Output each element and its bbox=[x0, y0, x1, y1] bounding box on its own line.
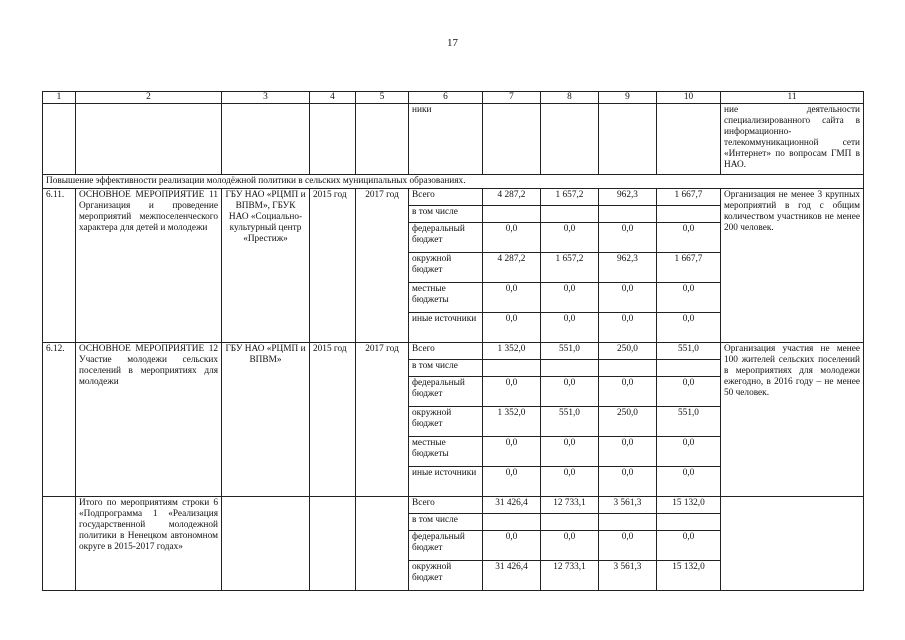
funding-value bbox=[541, 359, 599, 376]
table-row bbox=[43, 188, 864, 205]
funding-value: 0,0 bbox=[541, 436, 599, 466]
funding-value bbox=[657, 205, 721, 222]
funding-value bbox=[657, 359, 721, 376]
column-header: 6 bbox=[409, 92, 483, 104]
carry-text: ники bbox=[409, 104, 483, 175]
empty-cell bbox=[483, 104, 541, 175]
section-row bbox=[43, 175, 864, 189]
funding-value: 962,3 bbox=[599, 188, 657, 205]
empty-cell bbox=[43, 104, 76, 175]
item-result: Организация не менее 3 крупных мероприятий в год с общим количеством участников не менее 200 человек. bbox=[721, 188, 864, 342]
carry-row bbox=[43, 104, 864, 175]
funding-label: в том числе bbox=[409, 359, 483, 376]
empty-cell bbox=[356, 104, 409, 175]
empty-cell bbox=[657, 104, 721, 175]
item-end: 2017 год bbox=[356, 342, 409, 496]
funding-value: 0,0 bbox=[541, 282, 599, 312]
funding-value: 0,0 bbox=[541, 222, 599, 252]
funding-value: 12 733,1 bbox=[541, 560, 599, 590]
funding-label: Всего bbox=[409, 342, 483, 359]
item-number: 6.12. bbox=[43, 342, 76, 496]
empty-cell bbox=[356, 496, 409, 590]
funding-value bbox=[599, 513, 657, 530]
funding-label: иные источники bbox=[409, 466, 483, 496]
funding-value: 551,0 bbox=[541, 342, 599, 359]
funding-value: 0,0 bbox=[657, 466, 721, 496]
empty-cell bbox=[310, 496, 356, 590]
empty-cell bbox=[222, 104, 310, 175]
funding-label: Всего bbox=[409, 188, 483, 205]
funding-label: федеральный бюджет bbox=[409, 530, 483, 560]
funding-value: 3 561,3 bbox=[599, 560, 657, 590]
funding-label: местные бюджеты bbox=[409, 282, 483, 312]
funding-value: 1 352,0 bbox=[483, 406, 541, 436]
funding-value: 31 426,4 bbox=[483, 496, 541, 513]
funding-value: 1 352,0 bbox=[483, 342, 541, 359]
funding-value: 962,3 bbox=[599, 252, 657, 282]
funding-label: окружной бюджет bbox=[409, 406, 483, 436]
program-table bbox=[42, 91, 864, 591]
item-executor: ГБУ НАО «РЦМП и ВПВМ», ГБУК НАО «Социально-культурный центр «Престиж» bbox=[222, 188, 310, 342]
funding-value: 0,0 bbox=[657, 312, 721, 342]
page-number: 17 bbox=[447, 37, 458, 49]
funding-value: 1 667,7 bbox=[657, 188, 721, 205]
funding-value: 1 657,2 bbox=[541, 252, 599, 282]
funding-label: окружной бюджет bbox=[409, 252, 483, 282]
funding-value: 4 287,2 bbox=[483, 252, 541, 282]
column-header: 5 bbox=[356, 92, 409, 104]
funding-value bbox=[483, 359, 541, 376]
table-row bbox=[43, 496, 864, 513]
empty-cell bbox=[43, 496, 76, 590]
funding-value: 1 667,7 bbox=[657, 252, 721, 282]
item-number: 6.11. bbox=[43, 188, 76, 342]
empty-cell bbox=[541, 104, 599, 175]
funding-value: 0,0 bbox=[599, 376, 657, 406]
column-header: 3 bbox=[222, 92, 310, 104]
funding-value: 3 561,3 bbox=[599, 496, 657, 513]
funding-value: 0,0 bbox=[483, 436, 541, 466]
funding-value: 0,0 bbox=[483, 530, 541, 560]
column-header: 8 bbox=[541, 92, 599, 104]
funding-value bbox=[599, 205, 657, 222]
funding-value: 0,0 bbox=[657, 436, 721, 466]
carry-result-text: ние деятельности специализированного сайта в информационно-телекоммуникационной сети «Интернет» по вопросам ГМП в НАО. bbox=[721, 104, 864, 175]
funding-value: 12 733,1 bbox=[541, 496, 599, 513]
funding-value: 4 287,2 bbox=[483, 188, 541, 205]
funding-value: 0,0 bbox=[483, 222, 541, 252]
column-header: 1 bbox=[43, 92, 76, 104]
funding-value: 551,0 bbox=[657, 406, 721, 436]
funding-label: иные источники bbox=[409, 312, 483, 342]
total-name: Итого по мероприятиям строки 6 «Подпрограмма 1 «Реализация государственной молодежной политики в Ненецком автономном округе в 2015-2017 годах» bbox=[76, 496, 222, 590]
header-row bbox=[43, 92, 864, 104]
funding-value: 0,0 bbox=[483, 312, 541, 342]
item-start: 2015 год bbox=[310, 188, 356, 342]
funding-value bbox=[657, 513, 721, 530]
funding-value bbox=[599, 359, 657, 376]
funding-label: местные бюджеты bbox=[409, 436, 483, 466]
funding-value: 0,0 bbox=[599, 466, 657, 496]
funding-value: 0,0 bbox=[657, 530, 721, 560]
funding-value: 0,0 bbox=[599, 282, 657, 312]
funding-label: Всего bbox=[409, 496, 483, 513]
funding-value: 0,0 bbox=[541, 376, 599, 406]
item-name: ОСНОВНОЕ МЕРОПРИЯТИЕ 12 Участие молодежи сельских поселений в мероприятиях для молодежи bbox=[76, 342, 222, 496]
item-name: ОСНОВНОЕ МЕРОПРИЯТИЕ 11 Организация и проведение мероприятий межпоселенческого характера для детей и молодежи bbox=[76, 188, 222, 342]
funding-value bbox=[541, 513, 599, 530]
funding-value: 0,0 bbox=[599, 222, 657, 252]
section-title: Повышение эффективности реализации молодёжной политики в сельских муниципальных образованиях. bbox=[43, 175, 864, 189]
funding-value: 0,0 bbox=[657, 282, 721, 312]
funding-label: в том числе bbox=[409, 205, 483, 222]
funding-value: 551,0 bbox=[657, 342, 721, 359]
funding-value: 0,0 bbox=[483, 466, 541, 496]
column-header: 11 bbox=[721, 92, 864, 104]
column-header: 4 bbox=[310, 92, 356, 104]
funding-value: 0,0 bbox=[541, 312, 599, 342]
funding-value: 250,0 bbox=[599, 406, 657, 436]
funding-value: 0,0 bbox=[483, 282, 541, 312]
funding-value bbox=[483, 205, 541, 222]
funding-value: 0,0 bbox=[657, 376, 721, 406]
empty-cell bbox=[76, 104, 222, 175]
empty-cell bbox=[599, 104, 657, 175]
funding-value bbox=[483, 513, 541, 530]
item-end: 2017 год bbox=[356, 188, 409, 342]
item-result: Организация участия не менее 100 жителей сельских поселений в мероприятиях для молодежи ежегодно, в 2016 году – не менее 50 человек. bbox=[721, 342, 864, 496]
funding-label: в том числе bbox=[409, 513, 483, 530]
funding-value: 551,0 bbox=[541, 406, 599, 436]
funding-value: 0,0 bbox=[657, 222, 721, 252]
empty-cell bbox=[222, 496, 310, 590]
funding-label: окружной бюджет bbox=[409, 560, 483, 590]
funding-value: 250,0 bbox=[599, 342, 657, 359]
item-start: 2015 год bbox=[310, 342, 356, 496]
funding-value: 31 426,4 bbox=[483, 560, 541, 590]
funding-value: 0,0 bbox=[541, 530, 599, 560]
funding-value bbox=[541, 205, 599, 222]
funding-value: 0,0 bbox=[599, 436, 657, 466]
funding-label: федеральный бюджет bbox=[409, 222, 483, 252]
table-row bbox=[43, 342, 864, 359]
funding-value: 0,0 bbox=[599, 312, 657, 342]
column-header: 7 bbox=[483, 92, 541, 104]
funding-value: 1 657,2 bbox=[541, 188, 599, 205]
funding-value: 15 132,0 bbox=[657, 560, 721, 590]
empty-cell bbox=[310, 104, 356, 175]
funding-value: 15 132,0 bbox=[657, 496, 721, 513]
empty-cell bbox=[721, 496, 864, 590]
column-header: 10 bbox=[657, 92, 721, 104]
column-header: 2 bbox=[76, 92, 222, 104]
funding-value: 0,0 bbox=[599, 530, 657, 560]
column-header: 9 bbox=[599, 92, 657, 104]
funding-value: 0,0 bbox=[483, 376, 541, 406]
funding-label: федеральный бюджет bbox=[409, 376, 483, 406]
funding-value: 0,0 bbox=[541, 466, 599, 496]
item-executor: ГБУ НАО «РЦМП и ВПВМ» bbox=[222, 342, 310, 496]
